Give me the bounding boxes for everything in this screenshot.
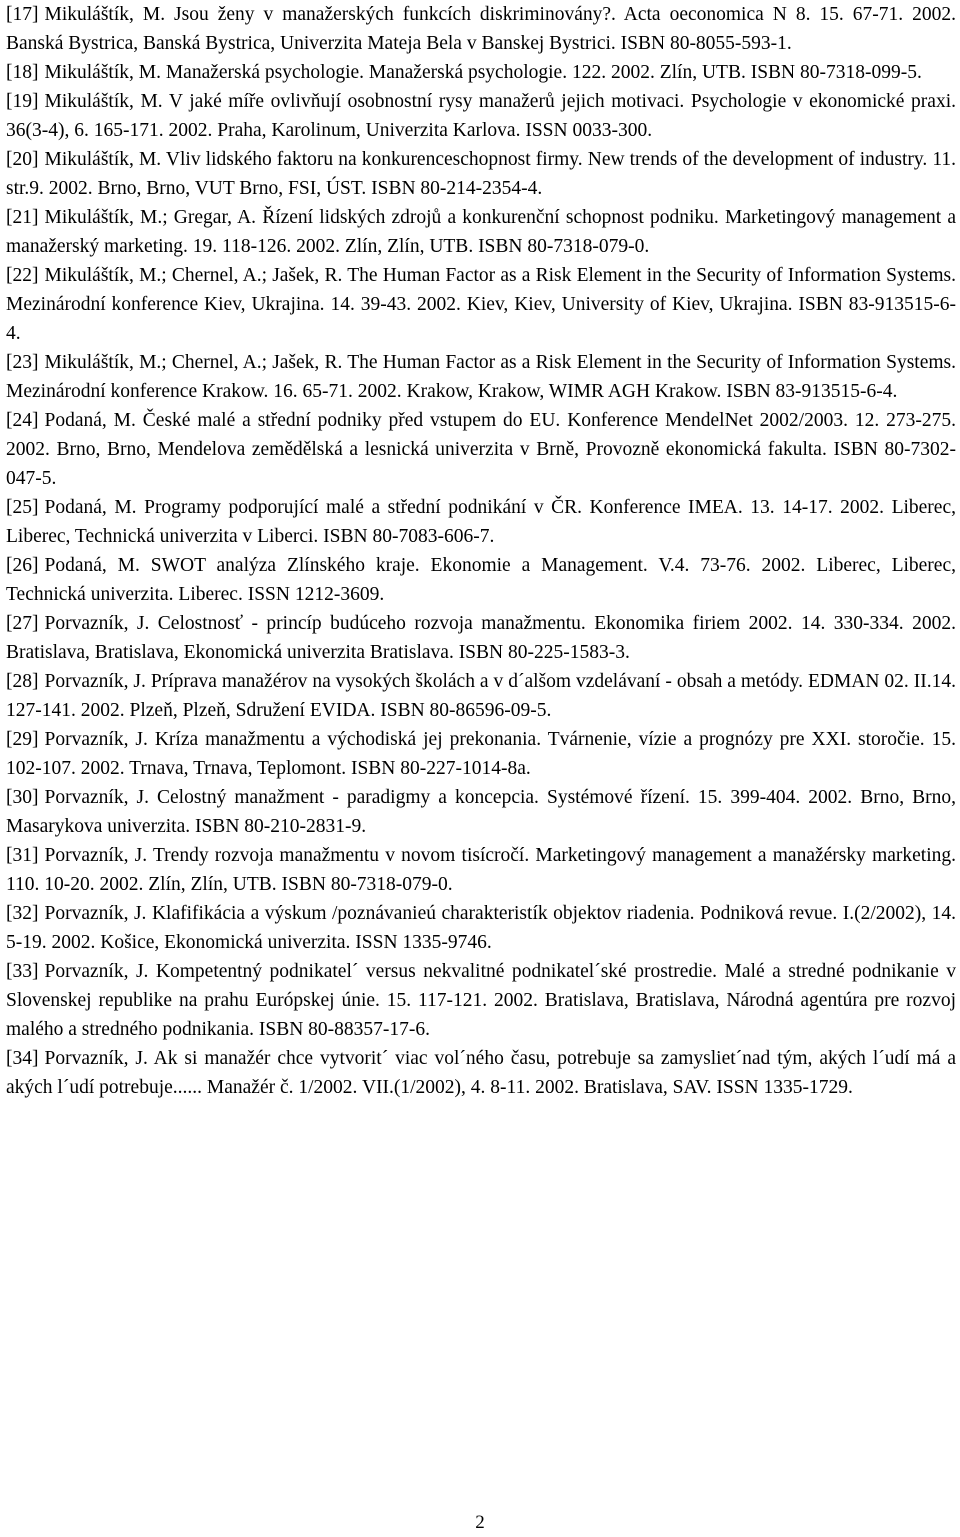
reference-entry xyxy=(6,0,956,58)
reference-text: Podaná, M. České malé a střední podniky před vstupem do EU. Konference MendelNet 2002/2003. 12. 273-275. 2002. Brno, Brno, Mendelova zemědělská a lesnická univerzita v Brně, Provozně ekonomická fakulta. ISBN 80-7302-047-5. xyxy=(6,410,956,489)
reference-entry xyxy=(6,406,956,493)
reference-entry xyxy=(6,609,956,667)
reference-text: Porvazník, J. Ak si manažér chce vytvorit´ viac vol´ného času, potrebuje sa zamysliet´nad tým, akých l´udí má a akých l´udí potrebuje...... Manažér č. 1/2002. VII.(1/2002), 4. 8-11. 2002. Bratislava, SAV. ISSN 1335-1729. xyxy=(6,1048,956,1098)
reference-number: [25] xyxy=(6,497,39,518)
reference-text: Porvazník, J. Celostnosť - princíp budúceho rozvoja manažmentu. Ekonomika firiem 2002. 14. 330-334. 2002. Bratislava, Bratislava, Ekonomická univerzita Bratislava. ISBN 80-225-1583-3. xyxy=(6,613,956,663)
reference-entry xyxy=(6,1044,956,1102)
reference-entry xyxy=(6,957,956,1044)
reference-entry xyxy=(6,145,956,203)
reference-entry xyxy=(6,493,956,551)
reference-entry xyxy=(6,261,956,348)
reference-text: Porvazník, J. Príprava manažérov na vysokých školách a v d´alšom vzdelávaní - obsah a metódy. EDMAN 02. II.14. 127-141. 2002. Plzeň, Plzeň, Sdružení EVIDA. ISBN 80-86596-09-5. xyxy=(6,671,956,721)
reference-text: Mikuláštík, M. Manažerská psychologie. Manažerská psychologie. 122. 2002. Zlín, UTB. ISBN 80-7318-099-5. xyxy=(44,62,922,83)
reference-number: [33] xyxy=(6,961,39,982)
reference-text: Mikuláštík, M.; Chernel, A.; Jašek, R. The Human Factor as a Risk Element in the Security of Information Systems. Mezinárodní konference Krakow. 16. 65-71. 2002. Krakow, Krakow, WIMR AGH Krakow. ISBN 83-913515-6-4. xyxy=(6,352,956,402)
reference-entry xyxy=(6,667,956,725)
reference-text: Porvazník, J. Kríza manažmentu a východiská jej prekonania. Tvárnenie, vízie a prognózy pre XXI. storočie. 15. 102-107. 2002. Trnava, Trnava, Teplomont. ISBN 80-227-1014-8a. xyxy=(6,729,956,779)
reference-number: [23] xyxy=(6,352,39,373)
reference-text: Mikuláštík, M. Jsou ženy v manažerských funkcích diskriminovány?. Acta oeconomica N 8. 15. 67-71. 2002. Banská Bystrica, Banská Bystrica, Univerzita Mateja Bela v Banskej Bystrici. ISBN 80-8055-593-1. xyxy=(6,4,956,54)
reference-entry xyxy=(6,783,956,841)
reference-entry xyxy=(6,725,956,783)
reference-entry xyxy=(6,348,956,406)
reference-number: [24] xyxy=(6,410,39,431)
reference-text: Mikuláštík, M. Vliv lidského faktoru na konkurenceschopnost firmy. New trends of the development of industry. 11. str.9. 2002. Brno, Brno, VUT Brno, FSI, ÚST. ISBN 80-214-2354-4. xyxy=(6,149,956,199)
reference-number: [27] xyxy=(6,613,39,634)
reference-number: [28] xyxy=(6,671,39,692)
reference-text: Podaná, M. Programy podporující malé a střední podnikání v ČR. Konference IMEA. 13. 14-17. 2002. Liberec, Liberec, Technická univerzita v Liberci. ISBN 80-7083-606-7. xyxy=(6,497,956,547)
reference-text: Podaná, M. SWOT analýza Zlínského kraje. Ekonomie a Management. V.4. 73-76. 2002. Liberec, Liberec, Technická univerzita. Liberec. ISSN 1212-3609. xyxy=(6,555,956,605)
reference-entry xyxy=(6,87,956,145)
reference-number: [18] xyxy=(6,62,39,83)
reference-text: Mikuláštík, M.; Chernel, A.; Jašek, R. The Human Factor as a Risk Element in the Security of Information Systems. Mezinárodní konference Kiev, Ukrajina. 14. 39-43. 2002. Kiev, Kiev, University of Kiev, Ukrajina. ISBN 83-913515-6-4. xyxy=(6,265,956,344)
reference-text: Porvazník, J. Trendy rozvoja manažmentu v novom tisícročí. Marketingový management a manažérsky marketing. 110. 10-20. 2002. Zlín, Zlín, UTB. ISBN 80-7318-079-0. xyxy=(6,845,956,895)
reference-number: [22] xyxy=(6,265,39,286)
reference-entry xyxy=(6,841,956,899)
reference-number: [32] xyxy=(6,903,39,924)
reference-number: [21] xyxy=(6,207,39,228)
page-number: 2 xyxy=(475,1512,485,1533)
reference-number: [20] xyxy=(6,149,39,170)
reference-entry xyxy=(6,551,956,609)
reference-text: Porvazník, J. Kompetentný podnikatel´ versus nekvalitné podnikatel´ské prostredie. Malé a stredné podnikanie v Slovenskej republike na prahu Európskej únie. 15. 117-121. 2002. Bratislava, Bratislava, Národná agentúra pre rozvoj malého a stredného podnikania. ISBN 80-88357-17-6. xyxy=(6,961,956,1040)
reference-text: Porvazník, J. Celostný manažment - paradigmy a koncepcia. Systémové řízení. 15. 399-404. 2002. Brno, Brno, Masarykova univerzita. ISBN 80-210-2831-9. xyxy=(6,787,956,837)
reference-number: [34] xyxy=(6,1048,39,1069)
reference-list xyxy=(6,0,956,1102)
reference-number: [29] xyxy=(6,729,39,750)
reference-number: [17] xyxy=(6,4,39,25)
reference-entry xyxy=(6,58,956,87)
reference-text: Porvazník, J. Klafifikácia a výskum /poznávanieú charakteristík objektov riadenia. Podniková revue. I.(2/2002), 14. 5-19. 2002. Košice, Ekonomická univerzita. ISSN 1335-9746. xyxy=(6,903,956,953)
reference-number: [26] xyxy=(6,555,39,576)
reference-number: [30] xyxy=(6,787,39,808)
reference-entry xyxy=(6,899,956,957)
reference-text: Mikuláštík, M.; Gregar, A. Řízení lidských zdrojů a konkurenční schopnost podniku. Marketingový management a manažerský marketing. 19. 118-126. 2002. Zlín, Zlín, UTB. ISBN 80-7318-079-0. xyxy=(6,207,956,257)
reference-number: [31] xyxy=(6,845,39,866)
reference-text: Mikuláštík, M. V jaké míře ovlivňují osobnostní rysy manažerů jejich motivaci. Psychologie v ekonomické praxi. 36(3-4), 6. 165-171. 2002. Praha, Karolinum, Univerzita Karlova. ISSN 0033-300. xyxy=(6,91,956,141)
reference-number: [19] xyxy=(6,91,39,112)
reference-entry xyxy=(6,203,956,261)
